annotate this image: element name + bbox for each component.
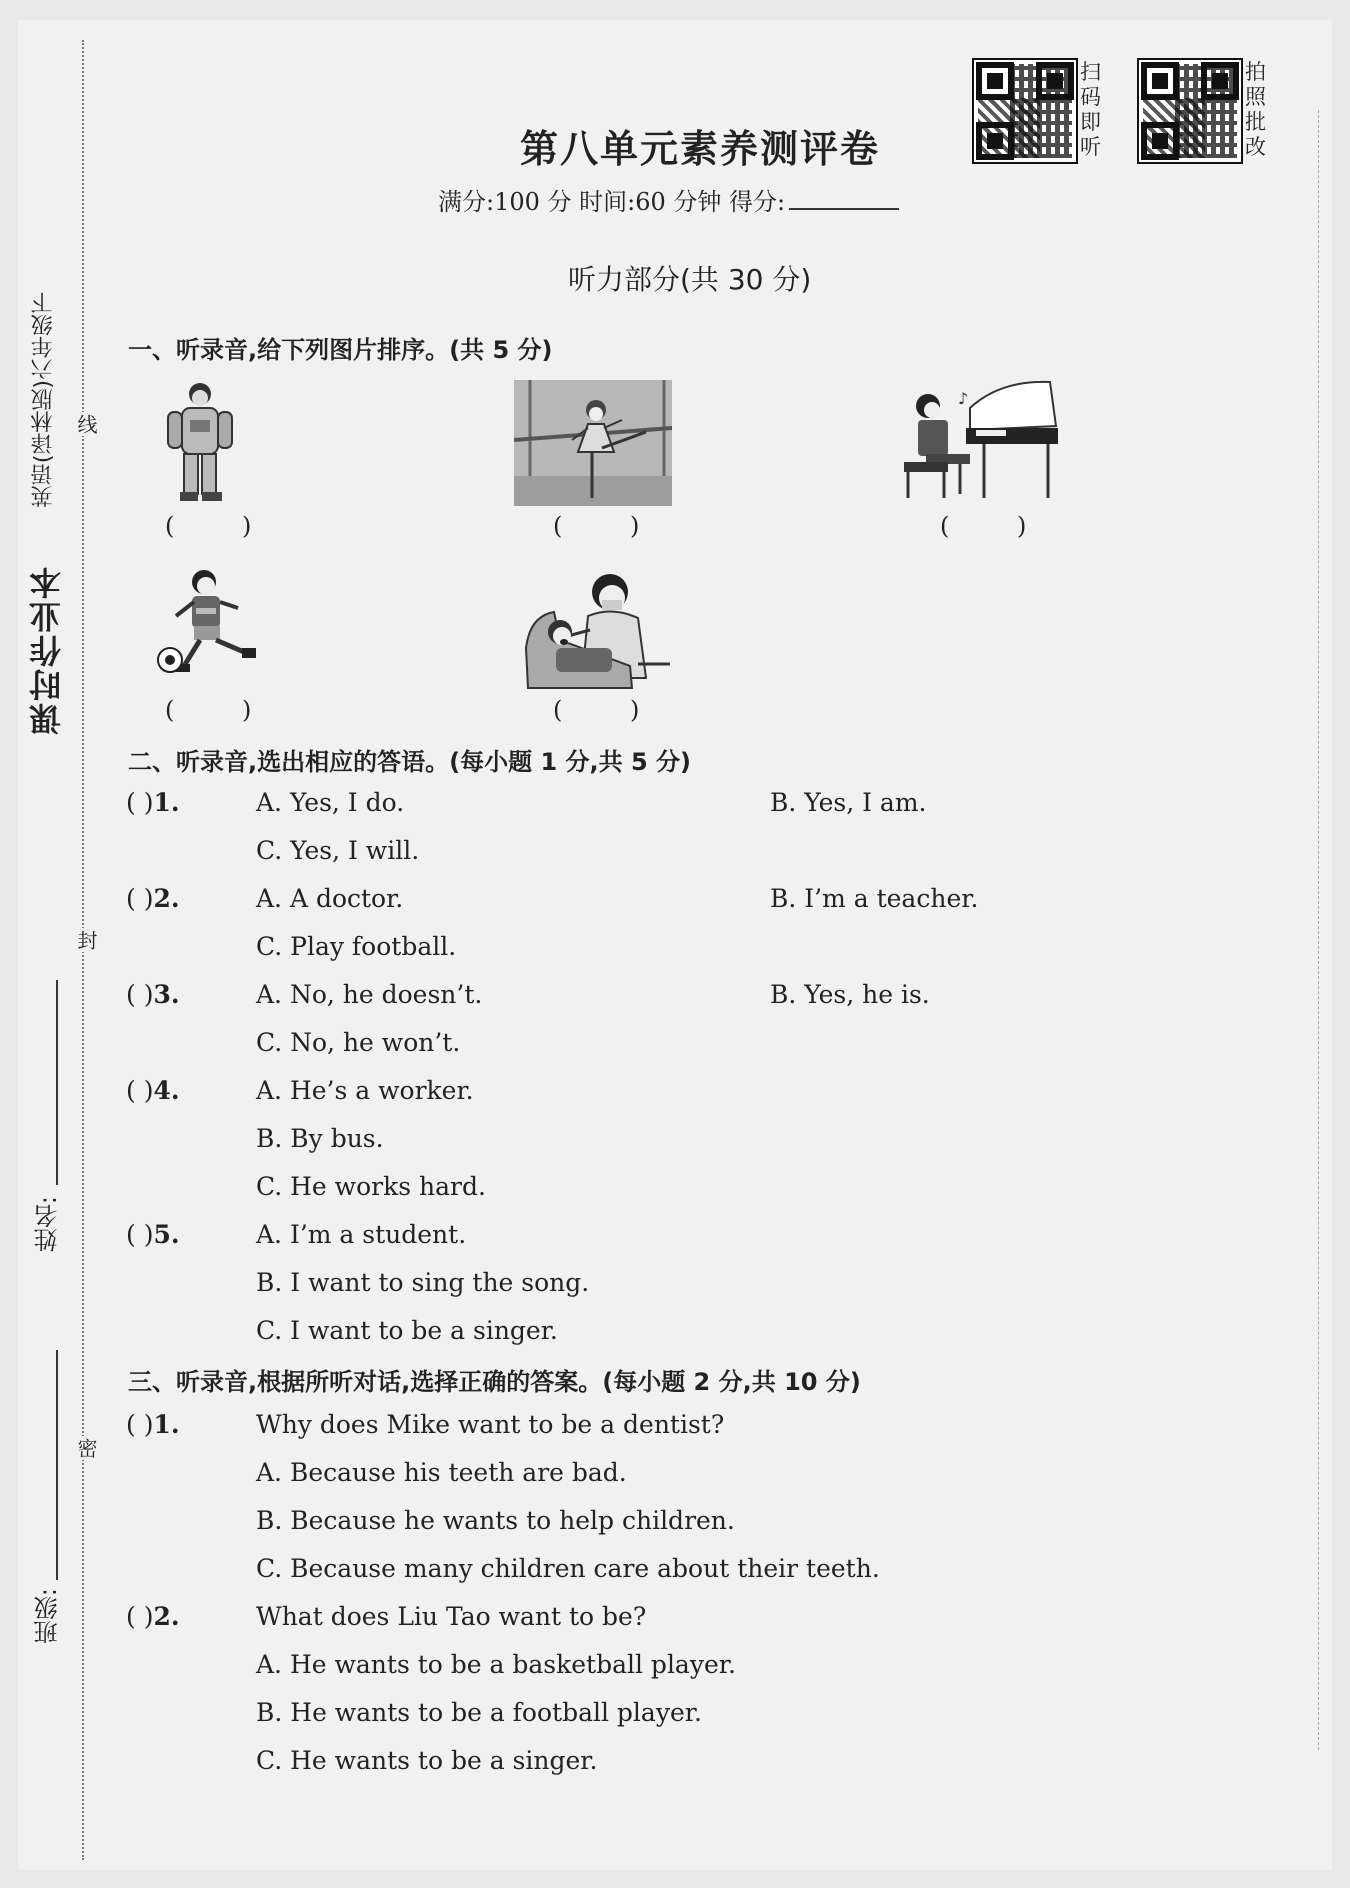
svg-text:♪: ♪	[958, 389, 969, 408]
part1-blank-1[interactable]: ( )	[165, 512, 282, 540]
part1-heading: 一、听录音,给下列图片排序。(共 5 分)	[128, 336, 553, 364]
part1-blank-3[interactable]: ( )	[940, 512, 1057, 540]
answer-paren[interactable]: ( )	[126, 980, 154, 1009]
part1-blank-4[interactable]: ( )	[165, 696, 282, 724]
option-b: B. I want to sing the song.	[256, 1268, 590, 1297]
part2-heading: 二、听录音,选出相应的答语。(每小题 1 分,共 5 分)	[128, 748, 691, 776]
answer-paren[interactable]: ( )	[126, 1410, 154, 1439]
dentist-picture	[520, 570, 672, 690]
part2-q5-row	[126, 1220, 180, 1249]
option-c: C. Play football.	[256, 932, 457, 961]
option-b: B. Yes, I am.	[770, 788, 927, 817]
astronaut-picture	[160, 380, 240, 504]
football-player-picture	[150, 568, 262, 676]
part2-q2-row	[126, 884, 180, 913]
option-c: C. Because many children care about their teeth.	[256, 1554, 880, 1583]
grade-qr-code[interactable]	[1137, 58, 1243, 164]
part2-q4-row	[126, 1076, 180, 1105]
question-number: 5.	[153, 1220, 180, 1249]
option-a: A. Because his teeth are bad.	[256, 1458, 627, 1487]
subject-label: 英语(译林版)六年级下	[31, 292, 56, 508]
answer-paren[interactable]: ( )	[126, 1220, 154, 1249]
right-dashed-line	[1318, 110, 1319, 1750]
option-b: B. Yes, he is.	[770, 980, 930, 1009]
option-b: B. Because he wants to help children.	[256, 1506, 735, 1535]
class-label: 班级:	[34, 1588, 62, 1645]
part3-q2-row	[126, 1602, 180, 1631]
name-label: 姓名:	[34, 1196, 62, 1253]
option-b: B. He wants to be a football player.	[256, 1698, 702, 1727]
question-number: 3.	[153, 980, 180, 1009]
option-a: A. He’s a worker.	[256, 1076, 474, 1105]
listen-qr-label: 扫码即听	[1080, 60, 1101, 159]
option-c: C. Yes, I will.	[256, 836, 420, 865]
option-a: A. He wants to be a basketball player.	[256, 1650, 736, 1679]
question-number: 4.	[153, 1076, 180, 1105]
option-a: A. A doctor.	[256, 884, 404, 913]
option-a: A. Yes, I do.	[256, 788, 405, 817]
part1-blank-5[interactable]: ( )	[553, 696, 670, 724]
bind-word-close: 密	[72, 1436, 101, 1460]
part1-blank-2[interactable]: ( )	[553, 512, 670, 540]
part3-heading: 三、听录音,根据所听对话,选择正确的答案。(每小题 2 分,共 10 分)	[128, 1368, 861, 1396]
option-a: A. No, he doesn’t.	[256, 980, 483, 1009]
part3-q1-row	[126, 1410, 180, 1439]
bind-word-line: 线	[72, 412, 101, 436]
question-number: 2.	[153, 884, 180, 913]
bind-word-seal: 封	[72, 928, 101, 952]
question-text: What does Liu Tao want to be?	[256, 1602, 647, 1631]
name-field[interactable]	[56, 980, 58, 1185]
part2-q3-row	[126, 980, 180, 1009]
option-c: C. He works hard.	[256, 1172, 486, 1201]
answer-paren[interactable]: ( )	[126, 1076, 154, 1105]
listen-qr-code[interactable]	[972, 58, 1078, 164]
question-number: 1.	[153, 1410, 180, 1439]
option-b: B. I’m a teacher.	[770, 884, 979, 913]
brand-label: 课时作业本	[28, 565, 66, 735]
grade-qr-label: 拍照批改	[1245, 60, 1266, 159]
option-c: C. No, he won’t.	[256, 1028, 461, 1057]
score-meta	[438, 182, 899, 217]
pianist-picture	[900, 378, 1060, 504]
answer-paren[interactable]: ( )	[126, 884, 154, 913]
class-field[interactable]	[56, 1350, 58, 1580]
score-meta-text: 满分:100 分 时间:60 分钟 得分:	[438, 188, 786, 216]
question-number: 1.	[153, 788, 180, 817]
question-text: Why does Mike want to be a dentist?	[256, 1410, 725, 1439]
answer-paren[interactable]: ( )	[126, 1602, 154, 1631]
section-title: 听力部分(共 30 分)	[568, 263, 812, 296]
answer-paren[interactable]: ( )	[126, 788, 154, 817]
question-number: 2.	[153, 1602, 180, 1631]
option-c: C. He wants to be a singer.	[256, 1746, 598, 1775]
option-b: B. By bus.	[256, 1124, 384, 1153]
page-title: 第八单元素养测评卷	[520, 126, 881, 171]
option-c: C. I want to be a singer.	[256, 1316, 558, 1345]
option-a: A. I’m a student.	[256, 1220, 467, 1249]
score-blank[interactable]	[789, 208, 899, 210]
part2-q1-row	[126, 788, 180, 817]
dancer-picture	[514, 380, 672, 506]
